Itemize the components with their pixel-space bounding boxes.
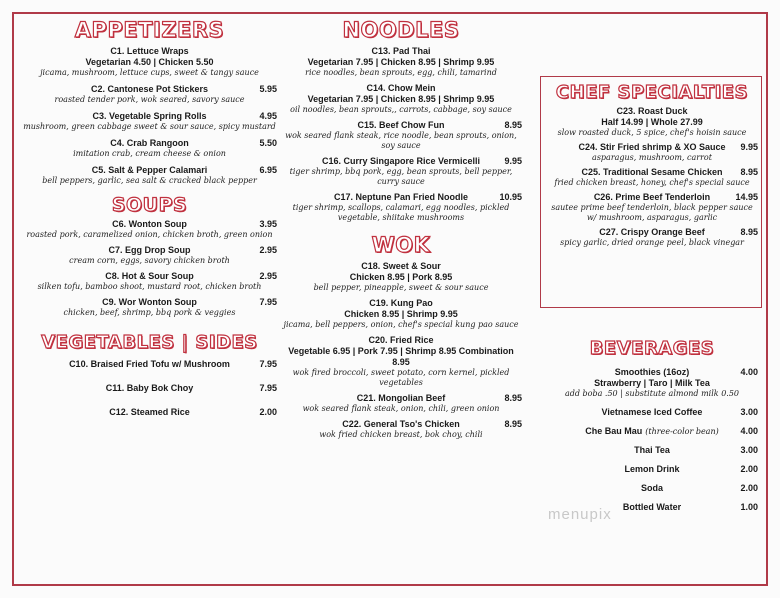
beverage-item — [546, 502, 758, 513]
menu-item-description: silken tofu, bamboo shoot, mustard root, chicken broth — [37, 282, 262, 291]
beverage-name-wrap — [624, 464, 679, 475]
smoothie-flavors — [546, 378, 758, 389]
menu-item-name: C14. Chow Mein — [366, 83, 436, 93]
menu-item-header — [22, 138, 277, 149]
menu-item-description: asparagus, mushroom, carrot — [592, 153, 712, 162]
menu-item — [22, 359, 277, 370]
beverage-name-wrap — [623, 502, 681, 513]
menu-item-header — [280, 192, 522, 203]
menu-item-price: 7.95 — [259, 359, 277, 369]
menu-item — [280, 261, 522, 293]
menu-item-description: roasted pork, caramelized onion, chicken broth, green onion — [26, 230, 273, 239]
appetizers-title: APPETIZERS — [74, 18, 225, 42]
menu-item — [280, 156, 522, 187]
menu-item-description: slow roasted duck, 5 spice, chef's hoisin sauce — [557, 128, 747, 137]
beverage-name: Lemon Drink — [624, 464, 680, 474]
menu-item-name: C22. General Tso's Chicken — [342, 419, 460, 429]
beverage-name-wrap — [641, 483, 663, 494]
menu-item-header — [546, 192, 758, 203]
smoothie-note-text: add boba .50 | substitute almond milk 0.50 — [565, 389, 739, 398]
menu-item-price: 4.95 — [259, 111, 277, 121]
chef-specialties-title: CHEF SPECIALTIES — [555, 82, 749, 103]
menu-item-header — [22, 245, 277, 256]
menu-item-name: C20. Fried Rice — [368, 335, 434, 345]
menu-item-price: 2.95 — [259, 271, 277, 281]
menu-item-name: C19. Kung Pao — [369, 298, 433, 308]
beverage-name: Thai Tea — [634, 445, 670, 455]
menu-item-description: cream corn, eggs, savory chicken broth — [69, 256, 230, 265]
menu-item-description: bell pepper, pineapple, sweet & sour sauce — [313, 283, 489, 292]
menu-item-header — [280, 120, 522, 131]
menu-item-header — [546, 142, 758, 153]
noodles-list — [280, 46, 522, 223]
menu-item-header — [22, 165, 277, 176]
beverage-name-wrap — [585, 426, 718, 437]
beverage-name: Vietnamese Iced Coffee — [601, 407, 703, 417]
menu-item-description: imitation crab, cream cheese & onion — [73, 149, 226, 158]
menu-item-description: wok seared flank steak, onion, chili, green onion — [302, 404, 500, 413]
beverage-name: Soda — [640, 483, 663, 493]
menu-item-header — [546, 227, 758, 238]
beverage-price: 4.00 — [740, 426, 758, 436]
menu-item-price: 5.50 — [259, 138, 277, 148]
menu-item-description: wok fired broccoli, sweet potato, corn kernel, pickled vegetables — [292, 368, 510, 387]
menu-item-description: tiger shrimp, bbq pork, egg, bean sprouts, bell pepper, curry sauce — [289, 167, 513, 186]
chef-list — [546, 106, 758, 248]
menu-item-name: C25. Traditional Sesame Chicken — [581, 167, 723, 177]
menu-item — [280, 335, 522, 388]
beverage-note: (three-color bean) — [645, 427, 719, 436]
menu-item-header — [546, 106, 758, 117]
menu-item-options: Half 14.99 | Whole 27.99 — [601, 117, 703, 127]
menu-item-options: Vegetarian 4.50 | Chicken 5.50 — [85, 57, 214, 67]
menu-item — [22, 165, 277, 186]
menu-item — [546, 227, 758, 248]
left-column — [22, 16, 277, 431]
menu-item-description: fried chicken breast, honey, chef's special sauce — [554, 178, 750, 187]
menu-item — [22, 46, 277, 78]
menu-item — [280, 46, 522, 78]
menu-item-name: C9. Wor Wonton Soup — [102, 297, 197, 307]
noodles-title: NOODLES — [342, 18, 460, 42]
menu-item — [280, 83, 522, 115]
menu-item-header — [280, 156, 522, 167]
menu-item-description: wok seared flank steak, rice noodle, bean sprouts, onion, soy sauce — [285, 131, 517, 150]
soups-title: SOUPS — [111, 194, 188, 216]
appetizers-list — [22, 46, 277, 186]
menu-item-header — [22, 383, 277, 394]
beverage-item — [546, 464, 758, 475]
menu-item-header — [22, 271, 277, 282]
menu-item-price: 8.95 — [740, 227, 758, 237]
menu-item — [22, 245, 277, 266]
menu-item-price: 3.95 — [259, 219, 277, 229]
menu-item — [280, 419, 522, 440]
menu-item-description: oil noodles, bean sprouts,, carrots, cabbage, soy sauce — [290, 105, 512, 114]
menu-item-header — [280, 298, 522, 309]
menu-item-header — [22, 219, 277, 230]
beverage-smoothies — [546, 367, 758, 378]
beverage-item — [546, 445, 758, 456]
menu-item-description: spicy garlic, dried orange peel, black vinegar — [560, 238, 744, 247]
menu-item-header — [22, 84, 277, 95]
menu-item-price: 7.95 — [259, 383, 277, 393]
menu-item-description: mushroom, green cabbage sweet & sour sauce, spicy mustard — [23, 122, 276, 131]
beverage-price: 3.00 — [740, 407, 758, 417]
menu-item-header — [546, 167, 758, 178]
menu-item — [22, 271, 277, 292]
menu-item-options: Vegetable 6.95 | Pork 7.95 | Shrimp 8.95 Combination 8.95 — [288, 346, 514, 367]
menu-item-name: C21. Mongolian Beef — [356, 393, 446, 403]
beverage-price: 2.00 — [740, 464, 758, 474]
menu-item-options: Chicken 8.95 | Shrimp 9.95 — [344, 309, 458, 319]
menu-item-options: Chicken 8.95 | Pork 8.95 — [349, 272, 453, 282]
menu-item-header — [22, 359, 277, 370]
menu-item — [546, 106, 758, 138]
menu-item-description: chicken, beef, shrimp, bbq pork & veggies — [63, 308, 236, 317]
menu-item-price: 8.95 — [504, 120, 522, 130]
menu-item-options: Vegetarian 7.95 | Chicken 8.95 | Shrimp 9.95 — [307, 94, 495, 104]
beverage-price: 2.00 — [740, 483, 758, 493]
middle-column — [280, 16, 522, 445]
beverage-price: 3.00 — [740, 445, 758, 455]
menu-item — [280, 298, 522, 330]
beverage-name: Bottled Water — [622, 502, 682, 512]
menu-item-name: C24. Stir Fried shrimp & XO Sauce — [578, 142, 726, 152]
smoothie-note — [546, 389, 758, 399]
menu-item-price: 8.95 — [504, 393, 522, 403]
menu-item-options: Vegetarian 7.95 | Chicken 8.95 | Shrimp 9.95 — [307, 57, 495, 67]
chef-specialties-section — [546, 82, 758, 252]
menu-item-name: C3. Vegetable Spring Rolls — [92, 111, 207, 121]
beverage-name: Smoothies (16oz) — [614, 367, 690, 377]
menu-item — [22, 407, 277, 418]
beverages-list — [546, 407, 758, 513]
menu-item-header — [22, 297, 277, 308]
menu-item-description: sautee prime beef tenderloin, black pepper sauce w/ mushroom, asparagus, garlic — [551, 203, 753, 222]
soups-list — [22, 219, 277, 318]
menu-item-name: C4. Crab Rangoon — [110, 138, 189, 148]
menu-item — [280, 120, 522, 151]
menu-item-price: 8.95 — [504, 419, 522, 429]
menu-item-price: 8.95 — [740, 167, 758, 177]
menu-item-name: C26. Prime Beef Tenderloin — [593, 192, 711, 202]
menu-item-header — [22, 111, 277, 122]
menu-item-description: wok fried chicken breast, bok choy, chili — [319, 430, 483, 439]
menu-item-price: 2.95 — [259, 245, 277, 255]
menu-item — [546, 142, 758, 163]
menu-item-header — [22, 46, 277, 57]
menu-item-price: 14.95 — [735, 192, 758, 202]
beverage-price: 1.00 — [740, 502, 758, 512]
menu-item — [546, 192, 758, 223]
beverage-name-wrap — [634, 445, 670, 456]
menu-item-name: C1. Lettuce Wraps — [110, 46, 189, 56]
vegetables-list — [22, 359, 277, 418]
menu-item — [280, 393, 522, 414]
menu-item-description: bell peppers, garlic, sea salt & cracked black pepper — [42, 176, 257, 185]
beverages-title: BEVERAGES — [589, 338, 715, 359]
menu-item — [22, 297, 277, 318]
menu-item-header — [280, 261, 522, 272]
wok-title: WOK — [371, 233, 431, 257]
menu-item-name: C27. Crispy Orange Beef — [599, 227, 705, 237]
beverage-item — [546, 407, 758, 418]
menu-item-price: 7.95 — [259, 297, 277, 307]
smoothie-flavors-text: Strawberry | Taro | Milk Tea — [594, 378, 710, 388]
beverage-name: Che Bau Mau — [585, 426, 643, 436]
menu-item-name: C6. Wonton Soup — [112, 219, 187, 229]
menu-item-name: C8. Hot & Sour Soup — [105, 271, 194, 281]
menu-item-price: 10.95 — [499, 192, 522, 202]
menu-item-price: 2.00 — [259, 407, 277, 417]
menu-item — [22, 219, 277, 240]
menu-item-description: rice noodles, bean sprouts, egg, chili, tamarind — [305, 68, 497, 77]
menu-item-header — [280, 335, 522, 346]
menu-item-name: C5. Salt & Pepper Calamari — [91, 165, 208, 175]
menu-item-name: C12. Steamed Rice — [109, 407, 190, 417]
beverage-item — [546, 483, 758, 494]
menu-item-name: C7. Egg Drop Soup — [108, 245, 191, 255]
menu-item — [22, 111, 277, 132]
menu-item-header — [280, 83, 522, 94]
menu-item-name: C23. Roast Duck — [616, 106, 688, 116]
menu-item-name: C13. Pad Thai — [371, 46, 431, 56]
menu-item-description: jicama, bell peppers, onion, chef's special kung pao sauce — [283, 320, 519, 329]
menu-item — [546, 167, 758, 188]
menu-item-price: 9.95 — [740, 142, 758, 152]
menu-item-header — [280, 393, 522, 404]
menu-item-name: C15. Beef Chow Fun — [357, 120, 445, 130]
menu-item — [22, 383, 277, 394]
wok-list — [280, 261, 522, 440]
menupix-watermark: menupix — [548, 506, 612, 523]
menu-item-description: tiger shrimp, scallops, calamari, egg noodles, pickled vegetable, shiitake mushrooms — [292, 203, 510, 222]
beverage-name-wrap — [602, 407, 703, 418]
menu-item-name: C10. Braised Fried Tofu w/ Mushroom — [69, 359, 230, 369]
menu-item-name: C17. Neptune Pan Fried Noodle — [333, 192, 469, 202]
menu-item-name: C11. Baby Bok Choy — [105, 383, 194, 393]
menu-item-description: roasted tender pork, wok seared, savory sauce — [54, 95, 245, 104]
menu-item — [22, 84, 277, 105]
beverages-section — [546, 338, 758, 521]
beverage-price: 4.00 — [740, 367, 758, 377]
vegetables-sides-title: VEGETABLES | SIDES — [41, 332, 258, 353]
menu-item — [22, 138, 277, 159]
menu-item-header — [22, 407, 277, 418]
menu-item-price: 5.95 — [259, 84, 277, 94]
menu-item-price: 6.95 — [259, 165, 277, 175]
menu-item-header — [280, 46, 522, 57]
menu-item-name: C2. Cantonese Pot Stickers — [90, 84, 209, 94]
menu-item-description: jicama, mushroom, lettuce cups, sweet & tangy sauce — [40, 68, 259, 77]
menu-item-header — [280, 419, 522, 430]
menu-item-name: C16. Curry Singapore Rice Vermicelli — [321, 156, 481, 166]
beverage-item — [546, 426, 758, 437]
menu-item-price: 9.95 — [504, 156, 522, 166]
menu-item-name: C18. Sweet & Sour — [361, 261, 441, 271]
menu-item — [280, 192, 522, 223]
